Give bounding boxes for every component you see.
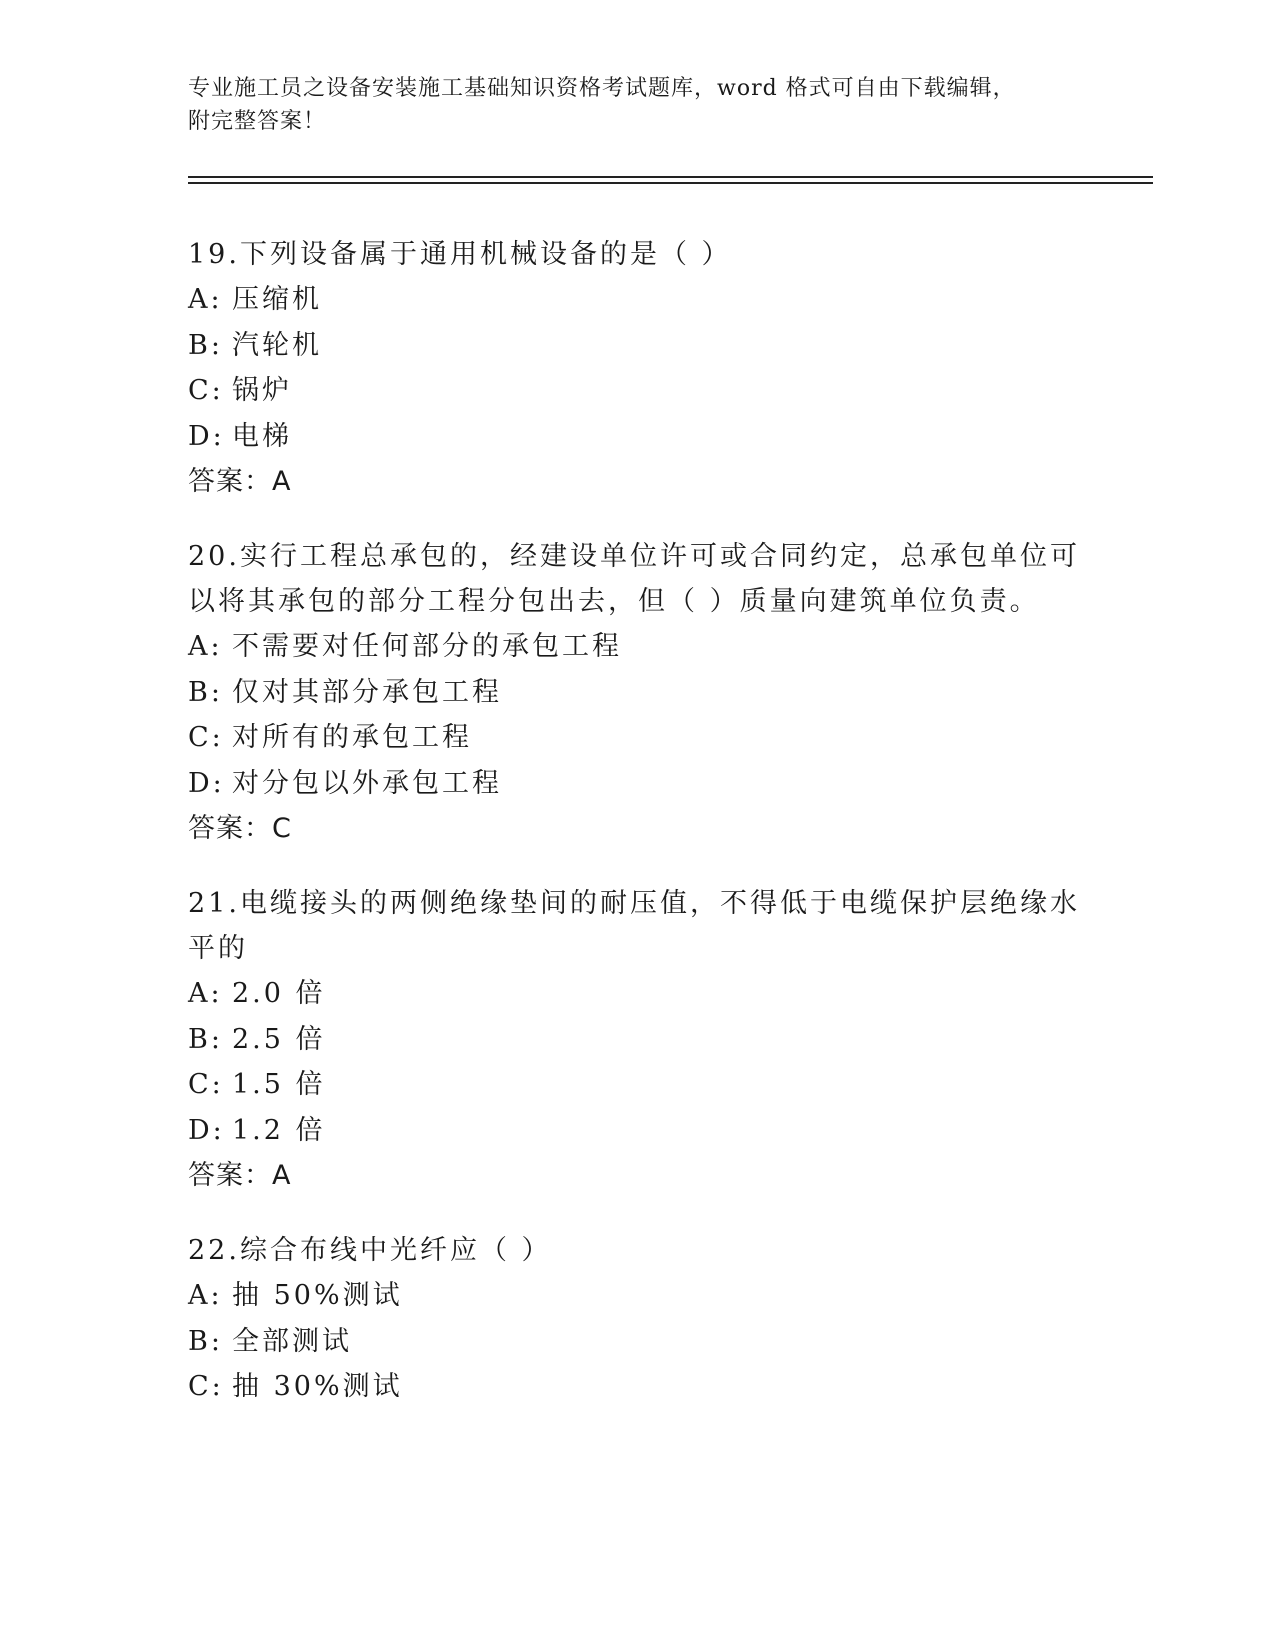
option-key: D: <box>188 1114 225 1146</box>
option-text: 对分包以外承包工程 <box>232 767 502 799</box>
option-d <box>188 414 1088 460</box>
option-key: A: <box>188 1280 223 1311</box>
option-text: 抽 30%测试 <box>232 1371 403 1402</box>
header-line-1: 专业施工员之设备安装施工基础知识资格考试题库，word 格式可自由下载编辑， <box>188 76 1016 101</box>
option-b <box>188 323 1088 369</box>
option-text: 锅炉 <box>232 375 292 406</box>
option-text: 2.5 倍 <box>232 1023 326 1055</box>
option-b <box>188 1017 1088 1063</box>
option-c <box>188 1364 1088 1410</box>
option-key: B: <box>188 329 223 361</box>
question-19 <box>188 232 1088 504</box>
option-a <box>188 1273 1088 1319</box>
option-c <box>188 715 1088 761</box>
answer-label: 答案： <box>188 1160 272 1191</box>
question-stem: 20.实行工程总承包的，经建设单位许可或合同约定，总承包单位可以将其承包的部分工程分包出去，但（ ）质量向建筑单位负责。 <box>188 541 1080 617</box>
option-a <box>188 277 1088 323</box>
option-key: C: <box>188 1069 224 1100</box>
answer-value: C <box>272 813 292 844</box>
answer-label: 答案： <box>188 813 272 844</box>
answer-value: A <box>272 466 292 497</box>
option-text: 电梯 <box>232 420 292 452</box>
option-key: A: <box>188 631 223 662</box>
answer-value: A <box>272 1160 292 1191</box>
header-divider-bottom <box>188 182 1153 184</box>
option-key: C: <box>188 1371 224 1402</box>
option-d <box>188 761 1088 807</box>
option-a <box>188 971 1088 1017</box>
header-line-2: 附完整答案！ <box>188 109 327 134</box>
option-key: B: <box>188 1325 223 1357</box>
option-b <box>188 1319 1088 1365</box>
option-text: 仅对其部分承包工程 <box>232 676 502 708</box>
option-key: A: <box>188 284 223 315</box>
question-21 <box>188 881 1088 1198</box>
option-text: 2.0 倍 <box>232 978 326 1009</box>
answer-line <box>188 1153 1088 1198</box>
answer-label: 答案： <box>188 466 272 497</box>
option-c <box>188 1062 1088 1108</box>
option-text: 对所有的承包工程 <box>232 722 472 753</box>
question-20 <box>188 534 1088 851</box>
option-text: 汽轮机 <box>232 329 322 361</box>
option-key: A: <box>188 978 223 1009</box>
document-header <box>188 72 1088 138</box>
option-a <box>188 624 1088 670</box>
answer-line <box>188 806 1088 851</box>
option-key: D: <box>188 767 225 799</box>
option-key: D: <box>188 420 225 452</box>
question-22 <box>188 1228 1088 1410</box>
option-text: 1.5 倍 <box>232 1069 326 1100</box>
question-stem: 22.综合布线中光纤应（ ） <box>188 1235 552 1266</box>
option-c <box>188 368 1088 414</box>
option-key: C: <box>188 375 224 406</box>
option-text: 1.2 倍 <box>232 1114 326 1146</box>
answer-line <box>188 459 1088 504</box>
option-key: B: <box>188 1023 223 1055</box>
option-text: 抽 50%测试 <box>232 1280 403 1311</box>
option-text: 全部测试 <box>232 1325 352 1357</box>
question-stem: 21.电缆接头的两侧绝缘垫间的耐压值，不得低于电缆保护层绝缘水平的 <box>188 888 1080 964</box>
option-key: C: <box>188 722 224 753</box>
option-d <box>188 1108 1088 1154</box>
header-divider-top <box>188 176 1153 178</box>
option-text: 压缩机 <box>232 284 322 315</box>
option-b <box>188 670 1088 716</box>
option-key: B: <box>188 676 223 708</box>
question-list <box>188 232 1088 1440</box>
option-text: 不需要对任何部分的承包工程 <box>232 631 622 662</box>
question-stem: 19.下列设备属于通用机械设备的是（ ） <box>188 239 732 270</box>
